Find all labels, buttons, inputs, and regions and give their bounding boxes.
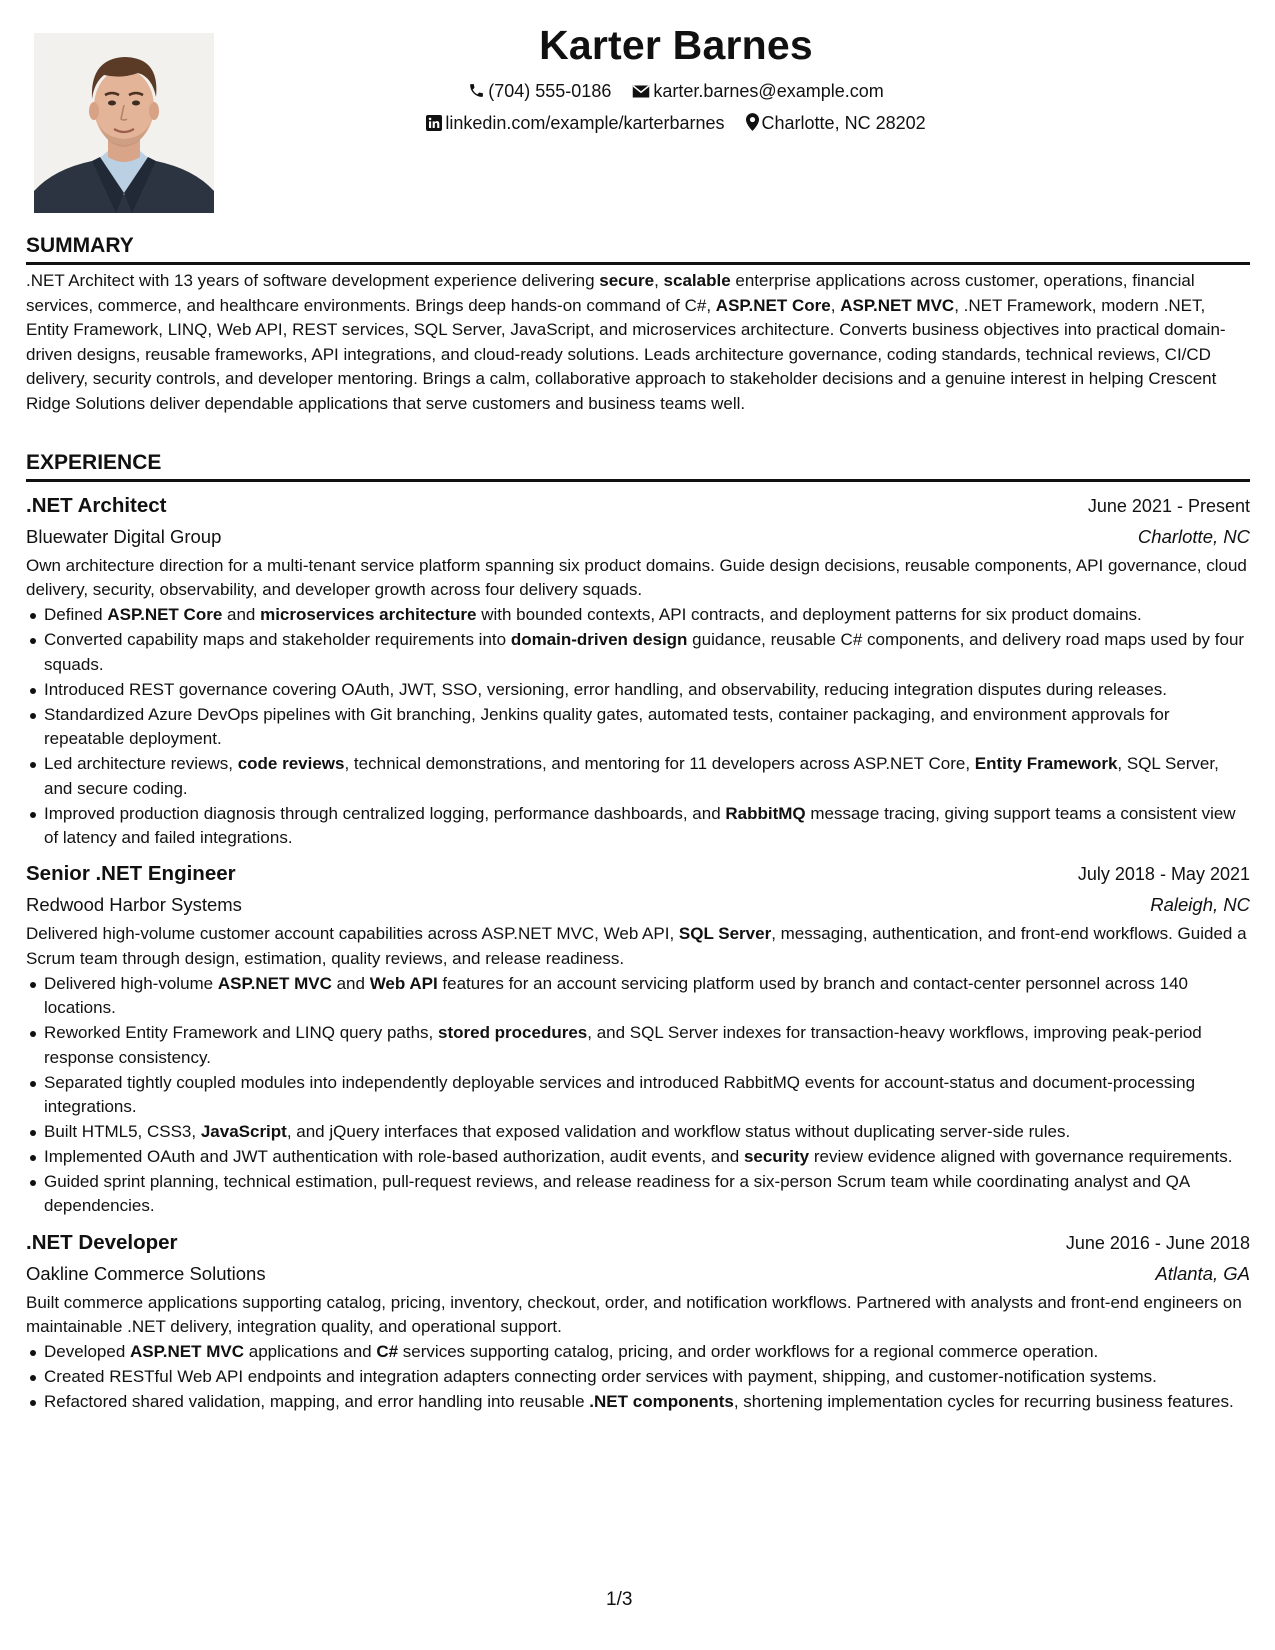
summary-text: .NET Architect with 13 years of software development experience delivering secure, scalable enterprise applications across customer, operations, financial services, commerce, and healthcare environments. Brings deep hands-on command of C#, ASP.NET Core, ASP.NET MVC, .NET Framework, modern .NET, Entity Framework, LINQ, Web API, REST services, SQL Server, JavaScript, and microservices architecture. Converts business objectives into practical domain-driven designs, reusable frameworks, API integrations, and cloud-ready solutions. Leads architecture governance, coding standards, technical reviews, CI/CD delivery, security controls, and developer mentoring. Brings a calm, collaborative approach to stakeholder decisions and a genuine interest in helping Crescent Ridge Solutions deliver dependable applications that serve customers and business teams well. xyxy=(26,271,1226,413)
bullet-item: Created RESTful Web API endpoints and integration adapters connecting order services with payment, shipping, and customer-notification systems. xyxy=(26,1365,1250,1389)
summary-heading: SUMMARY xyxy=(26,233,1250,265)
job-location: Charlotte, NC xyxy=(1137,526,1250,547)
job-location: Atlanta, GA xyxy=(1155,1262,1250,1284)
job-description: Delivered high-volume customer account capabilities across ASP.NET MVC, Web API, SQL Server, messaging, authentication, and front-end workflows. Guided a Scrum team through design, estimation, quality reviews, and release readiness. xyxy=(26,924,1247,968)
job-bullets xyxy=(26,972,1250,1219)
bullet-item: Built HTML5, CSS3, JavaScript, and jQuery interfaces that exposed validation and workflow status without duplicating server-side rules. xyxy=(26,1120,1250,1144)
job-description: Built commerce applications supporting catalog, pricing, inventory, checkout, order, and notification workflows. Partnered with analysts and front-end engineers on maintainable .NET delivery, integration quality, and operational support. xyxy=(26,1292,1242,1337)
location-text: Charlotte, NC 28202 xyxy=(761,113,926,133)
bullet-item: Standardized Azure DevOps pipelines with Git branching, Jenkins quality gates, automated tests, container packaging, and environment approvals for repeatable deployment. xyxy=(26,703,1250,752)
bold-keyword: Entity Framework xyxy=(974,754,1118,774)
bullet-item: Separated tightly coupled modules into independently deployable services and introduced RabbitMQ events for account-status and document-processing integrations. xyxy=(26,1071,1250,1120)
bold-keyword: code reviews xyxy=(237,754,345,774)
job-bullets xyxy=(26,603,1250,850)
job-company: Redwood Harbor Systems xyxy=(26,894,242,916)
linkedin-icon xyxy=(426,115,442,131)
job-entry xyxy=(26,859,1250,1218)
job-description: Own architecture direction for a multi-tenant service platform spanning six product domains. Guide design decisions, reusable components, API governance, cloud delivery, security, observability, and developer growth across four delivery squads. xyxy=(26,556,1247,600)
location-contact xyxy=(746,113,926,134)
bold-keyword: ASP.NET Core xyxy=(107,605,223,625)
bullet-item: Introduced REST governance covering OAuth, JWT, SSO, versioning, error handling, and observability, reducing integration disputes during releases. xyxy=(26,678,1250,702)
bold-keyword: secure xyxy=(599,271,655,290)
job-dates: June 2016 - June 2018 xyxy=(1065,1232,1250,1253)
bullet-item: Improved production diagnosis through centralized logging, performance dashboards, and RabbitMQ message tracing, giving support teams a consistent view of latency and failed integrations. xyxy=(26,802,1250,851)
job-location: Raleigh, NC xyxy=(1150,894,1250,916)
job-title: Senior .NET Engineer xyxy=(26,862,236,886)
profile-photo xyxy=(34,33,214,213)
email-text: karter.barnes@example.com xyxy=(653,81,884,101)
linkedin-text: linkedin.com/example/karterbarnes xyxy=(445,113,725,133)
phone-text: (704) 555-0186 xyxy=(488,81,612,101)
job-company: Oakline Commerce Solutions xyxy=(26,1262,266,1284)
bold-keyword: security xyxy=(743,1147,810,1167)
job-title: .NET Architect xyxy=(26,494,167,517)
linkedin-contact[interactable] xyxy=(426,113,724,134)
bullet-item: Converted capability maps and stakeholder requirements into domain-driven design guidance, reusable C# components, and delivery road maps used by four squads. xyxy=(26,628,1250,677)
contact-line-1 xyxy=(196,81,1156,102)
bold-keyword: SQL Server xyxy=(678,924,772,944)
job-entry xyxy=(26,491,1250,850)
bold-keyword: Web API xyxy=(369,973,438,993)
bold-keyword: JavaScript xyxy=(200,1122,287,1142)
summary-section xyxy=(26,233,1250,417)
job-dates: June 2021 - Present xyxy=(1087,496,1250,516)
bullet-item: Refactored shared validation, mapping, and error handling into reusable .NET components, shortening implementation cycles for recurring business features. xyxy=(26,1390,1250,1414)
bold-keyword: ASP.NET MVC xyxy=(130,1342,245,1362)
page-number: 1/3 xyxy=(606,1589,633,1610)
job-dates: July 2018 - May 2021 xyxy=(1077,864,1250,885)
bullet-item: Developed ASP.NET MVC applications and C# services supporting catalog, pricing, and order workflows for a regional commerce operation. xyxy=(26,1340,1250,1364)
contact-line-2 xyxy=(196,113,1156,134)
bullet-item: Reworked Entity Framework and LINQ query paths, stored procedures, and SQL Server indexes for transaction-heavy workflows, improving peak-period response consistency. xyxy=(26,1021,1250,1070)
candidate-name: Karter Barnes xyxy=(539,22,813,68)
bold-keyword: ASP.NET Core xyxy=(715,295,831,315)
bold-keyword: scalable xyxy=(663,271,731,290)
job-title: .NET Developer xyxy=(26,1230,178,1254)
bullet-item: Implemented OAuth and JWT authentication with role-based authorization, audit events, and security review evidence aligned with governance requirements. xyxy=(26,1145,1250,1169)
phone-contact[interactable] xyxy=(468,81,611,102)
job-company: Bluewater Digital Group xyxy=(26,526,222,547)
phone-icon xyxy=(468,82,485,99)
job-entry xyxy=(26,1228,1250,1415)
bullet-item: Guided sprint planning, technical estimation, pull-request reviews, and release readiness for a six-person Scrum team while coordinating analyst and QA dependencies. xyxy=(26,1170,1250,1219)
bold-keyword: ASP.NET MVC xyxy=(840,295,955,315)
map-pin-icon xyxy=(746,113,759,131)
portrait-image xyxy=(34,33,214,213)
experience-section xyxy=(26,450,1250,1415)
experience-heading: EXPERIENCE xyxy=(26,450,1250,482)
bullet-item: Led architecture reviews, code reviews, technical demonstrations, and mentoring for 11 developers across ASP.NET Core, Entity Framework, SQL Server, and secure coding. xyxy=(26,752,1250,801)
job-bullets xyxy=(26,1340,1250,1414)
bold-keyword: ASP.NET MVC xyxy=(217,973,332,993)
bold-keyword: domain-driven design xyxy=(510,630,688,650)
resume-page xyxy=(26,0,1250,1650)
bold-keyword: stored procedures xyxy=(438,1023,588,1043)
bullet-item: Delivered high-volume ASP.NET MVC and Web API features for an account servicing platform used by branch and contact-center personnel across 140 locations. xyxy=(26,972,1250,1021)
bold-keyword: C# xyxy=(376,1342,399,1362)
bold-keyword: microservices architecture xyxy=(260,605,477,625)
bold-keyword: RabbitMQ xyxy=(725,803,806,823)
bold-keyword: .NET components xyxy=(589,1392,734,1412)
bullet-item: Defined ASP.NET Core and microservices architecture with bounded contexts, API contracts, and deployment patterns for six product domains. xyxy=(26,603,1250,627)
email-contact[interactable] xyxy=(632,81,883,102)
envelope-icon xyxy=(632,84,650,99)
